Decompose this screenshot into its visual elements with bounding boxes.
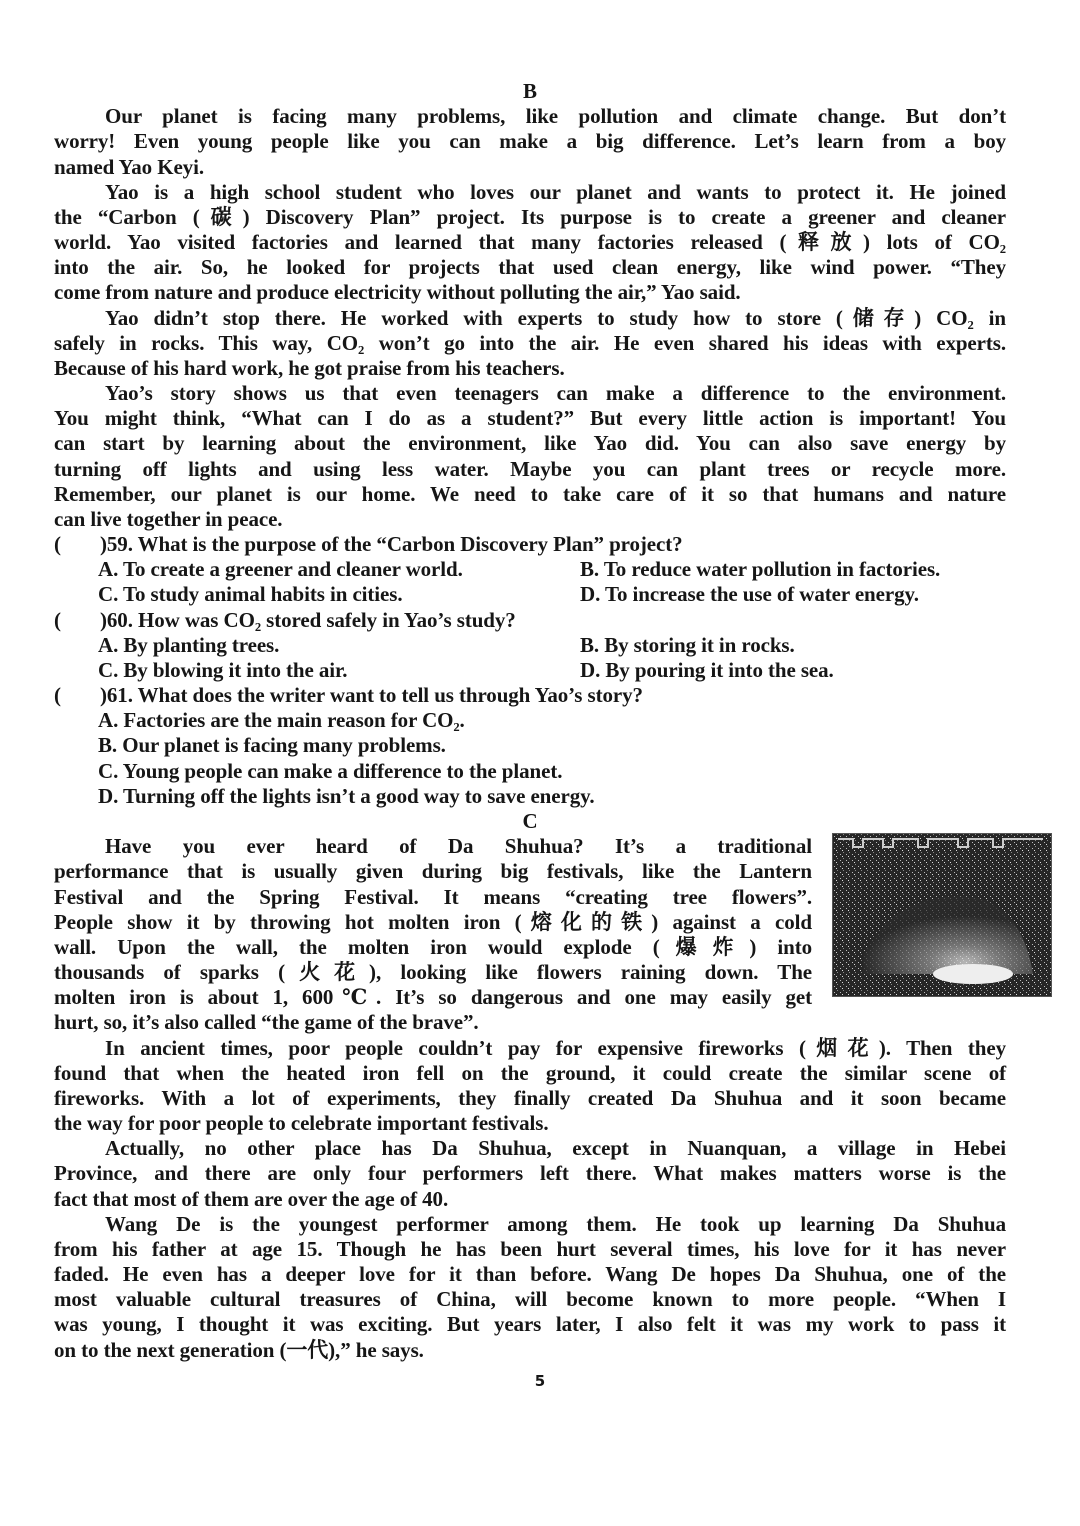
option-c: C. To study animal habits in cities. [98, 582, 403, 607]
section-b-text-line: world. Yao visited factories and learned that many factories released (释放) lots of CO₂ [54, 230, 1006, 255]
option-c: C. Young people can make a difference to the planet. [98, 758, 563, 783]
answer-blank[interactable]: ( [54, 683, 61, 708]
section-b-text-line: Because of his hard work, he got praise from his teachers. [54, 355, 565, 380]
section-b-heading: B [523, 79, 537, 103]
section-c-text-line: wall. Upon the wall, the molten iron would explode (爆炸) into [54, 934, 812, 959]
section-b-text-line: Yao’s story shows us that even teenagers can make a difference to the environment. [105, 381, 1006, 406]
section-b-text-line: can start by learning about the environment, like Yao did. You can also save energy by [54, 431, 1006, 456]
question-59 [54, 532, 1006, 557]
option-a: A. By planting trees. [98, 632, 280, 657]
section-c-text-line: on to the next generation (一代),” he says. [54, 1337, 424, 1362]
section-c-text-line: Actually, no other place has Da Shuhua, except in Nuanquan, a village in Hebei [105, 1136, 1006, 1161]
section-c-text-line: performance that is usually given during big festivals, like the Lantern [54, 859, 812, 884]
option-a: A. Factories are the main reason for CO₂. [98, 708, 465, 733]
section-c-text-line: the way for poor people to celebrate important festivals. [54, 1111, 549, 1136]
section-c-text-line: Festival and the Spring Festival. It means “creating tree flowers”. [54, 884, 812, 909]
section-b-text-line: worry! Even young people like you can make a big difference. Let’s learn from a boy [54, 129, 1006, 154]
da-shuhua-sparks-photo [832, 833, 1052, 997]
section-c-text-line: faded. He even has a deeper love for it than before. Wang De hopes Da Shuhua, one of the [54, 1262, 1006, 1287]
answer-blank[interactable]: ( [54, 532, 61, 557]
option-row [54, 658, 1006, 683]
section-c-text-line: from his father at age 15. Though he has been hurt several times, his love for it has never [54, 1236, 1006, 1261]
section-c-text-line: In ancient times, poor people couldn’t pay for expensive fireworks (烟花). Then they [105, 1035, 1006, 1060]
section-c-text-line: thousands of sparks (火花), looking like flowers raining down. The [54, 960, 812, 985]
section-c-text-line: Province, and there are only four performers left there. What makes matters worse is the [54, 1161, 1006, 1186]
question-text: )61. What does the writer want to tell us through Yao’s story? [100, 683, 643, 708]
section-c-text-line: most valuable cultural treasures of China, will become known to more people. “When I [54, 1287, 1006, 1312]
section-c-text-line: fact that most of them are over the age of 40. [54, 1186, 449, 1211]
section-c-text-line: fireworks. With a lot of experiments, they finally created Da Shuhua and it soon became [54, 1085, 1006, 1110]
section-b-text-line: the “Carbon (碳) Discovery Plan” project. Its purpose is to create a greener and cleaner [54, 204, 1006, 229]
option-row [54, 633, 1006, 658]
option-d: D. Turning off the lights isn’t a good way to save energy. [98, 783, 595, 808]
section-c-heading: C [522, 808, 538, 833]
section-b-text-line: Our planet is facing many problems, like pollution and climate change. But don’t [105, 104, 1006, 129]
section-c-text-line: was young, I thought it was exciting. But years later, I also felt it was my work to pass it [54, 1312, 1006, 1337]
option-b: B. By storing it in rocks. [580, 632, 795, 657]
section-b-text-line: can live together in peace. [54, 506, 283, 531]
section-b-text-line: turning off lights and using less water. Maybe you can plant trees or recycle more. [54, 456, 1006, 481]
section-b-text-line: safely in rocks. This way, CO₂ won’t go into the air. He even shared his ideas with experts. [54, 330, 1006, 355]
exam-page [54, 79, 1006, 1363]
option-b: B. Our planet is facing many problems. [98, 733, 446, 758]
section-c-text-line: molten iron is about 1, 600℃. It’s so dangerous and one may easily get [54, 985, 812, 1010]
question-61 [54, 683, 1006, 708]
option-row [54, 582, 1006, 607]
option-a: A. To create a greener and cleaner world. [98, 557, 463, 582]
section-b-text-line: come from nature and produce electricity without polluting the air,” Yao said. [54, 280, 741, 305]
option-b: B. To reduce water pollution in factories. [580, 557, 941, 582]
answer-blank[interactable]: ( [54, 607, 61, 632]
section-b-text-line: into the air. So, he looked for projects that used clean energy, like wind power. “They [54, 255, 1006, 280]
question-60 [54, 608, 1006, 633]
section-c-text-line: hurt, so, it’s also called “the game of the brave”. [54, 1010, 479, 1035]
section-c-text-line: found that when the heated iron fell on the ground, it could create the similar scene of [54, 1060, 1006, 1085]
section-b-text-line: Yao didn’t stop there. He worked with experts to study how to store (储存) CO₂ in [105, 305, 1006, 330]
option-row [54, 557, 1006, 582]
section-c-text-line: People show it by throwing hot molten iron (熔化的铁) against a cold [54, 909, 812, 934]
section-b-text-line: Yao is a high school student who loves our planet and wants to protect it. He joined [105, 179, 1006, 204]
option-c: C. By blowing it into the air. [98, 657, 348, 682]
page-number: 5 [534, 1372, 546, 1390]
section-b-text-line: You might think, “What can I do as a student?” But every little action is important! You [54, 406, 1006, 431]
option-d: D. By pouring it into the sea. [580, 657, 834, 682]
section-c-text-line: Have you ever heard of Da Shuhua? It’s a traditional [105, 834, 812, 859]
section-b-text-line: Remember, our planet is our home. We need to take care of it so that humans and nature [54, 481, 1006, 506]
section-c-text-line: Wang De is the youngest performer among them. He took up learning Da Shuhua [105, 1211, 1006, 1236]
option-d: D. To increase the use of water energy. [580, 582, 919, 607]
question-text: )59. What is the purpose of the “Carbon Discovery Plan” project? [100, 532, 683, 557]
question-text: )60. How was CO₂ stored safely in Yao’s study? [100, 607, 516, 632]
section-b-text-line: named Yao Keyi. [54, 154, 204, 179]
